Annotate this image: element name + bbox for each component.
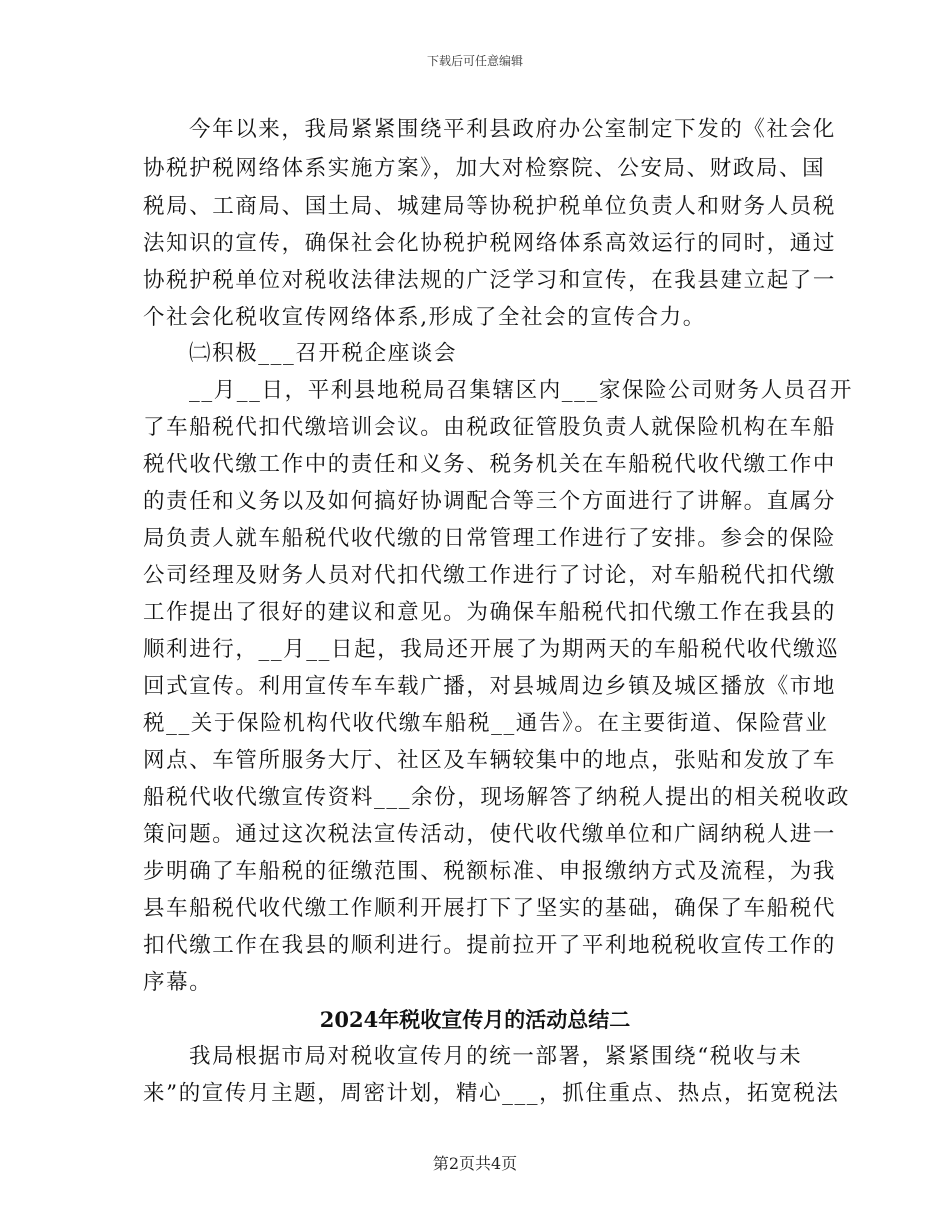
paragraph2-line: 税__关于保险机构代收代缴车船税__通告》。在主要街道、保险营业 bbox=[143, 711, 829, 736]
paragraph1-line: 税局、工商局、国土局、城建局等协税护税单位负责人和财务人员税 bbox=[143, 194, 837, 219]
paragraph2-line: 回式宣传。利用宣传车车载广播，对县城周边乡镇及城区播放《市地 bbox=[143, 674, 837, 699]
paragraph2-line: 策问题。通过这次税法宣传活动，使代收代缴单位和广阔纳税人进一 bbox=[143, 822, 837, 847]
paragraph3-line: 我局根据市局对税收宣传月的统一部署，紧紧围绕“税收与未 bbox=[189, 1044, 803, 1069]
paragraph1-line: 协税护税单位对税收法律法规的广泛学习和宣传，在我县建立起了一 bbox=[143, 268, 837, 293]
paragraph2-line: 网点、车管所服务大厅、社区及车辆较集中的地点，张贴和发放了车 bbox=[143, 748, 837, 773]
paragraph2-line: __月__日，平利县地税局召集辖区内___家保险公司财务人员召开 bbox=[189, 378, 853, 403]
paragraph2-line: 了车船税代扣代缴培训会议。由税政征管股负责人就保险机构在车船 bbox=[143, 415, 837, 440]
paragraph1-line: 法知识的宣传，确保社会化协税护税网络体系高效运行的同时，通过 bbox=[143, 231, 837, 256]
paragraph2-line: 扣代缴工作在我县的顺利进行。提前拉开了平利地税税收宣传工作的 bbox=[143, 933, 837, 958]
paragraph2-line: 局负责人就车船税代收代缴的日常管理工作进行了安排。参会的保险 bbox=[143, 526, 837, 551]
paragraph2-line: 序幕。 bbox=[143, 970, 213, 995]
section-heading: ㈡积极___召开税企座谈会 bbox=[189, 341, 458, 366]
paragraph2-line: 步明确了车船税的征缴范围、税额标准、申报缴纳方式及流程，为我 bbox=[143, 859, 837, 884]
paragraph2-line: 税代收代缴工作中的责任和义务、税务机关在车船税代收代缴工作中 bbox=[143, 452, 837, 477]
paragraph2-line: 顺利进行，__月__日起，我局还开展了为期两天的车船税代收代缴巡 bbox=[143, 637, 840, 662]
paragraph1-line: 个社会化税收宣传网络体系,形成了全社会的宣传合力。 bbox=[143, 305, 706, 330]
paragraph2-line: 船税代收代缴宣传资料___余份，现场解答了纳税人提出的相关税收政 bbox=[143, 785, 850, 810]
page-footer: 第2页共4页 bbox=[432, 1154, 518, 1173]
paragraph2-line: 的责任和义务以及如何搞好协调配合等三个方面进行了讲解。直属分 bbox=[143, 489, 837, 514]
section-title: 2024年税收宣传月的活动总结二 bbox=[319, 1007, 631, 1032]
paragraph1-line: 今年以来，我局紧紧围绕平利县政府办公室制定下发的《社会化 bbox=[189, 117, 836, 142]
paragraph3-line: 来”的宣传月主题，周密计划，精心___，抓住重点、热点，拓宽税法 bbox=[143, 1081, 840, 1106]
paragraph1-line: 协税护税网络体系实施方案》，加大对检察院、公安局、财政局、国 bbox=[143, 156, 826, 181]
paragraph2-line: 县车船税代收代缴工作顺利开展打下了坚实的基础，确保了车船税代 bbox=[143, 896, 837, 921]
paragraph2-line: 工作提出了很好的建议和意见。为确保车船税代扣代缴工作在我县的 bbox=[143, 600, 837, 625]
paragraph2-line: 公司经理及财务人员对代扣代缴工作进行了讨论，对车船税代扣代缴 bbox=[143, 563, 837, 588]
page-header: 下载后可任意编辑 bbox=[426, 54, 523, 68]
